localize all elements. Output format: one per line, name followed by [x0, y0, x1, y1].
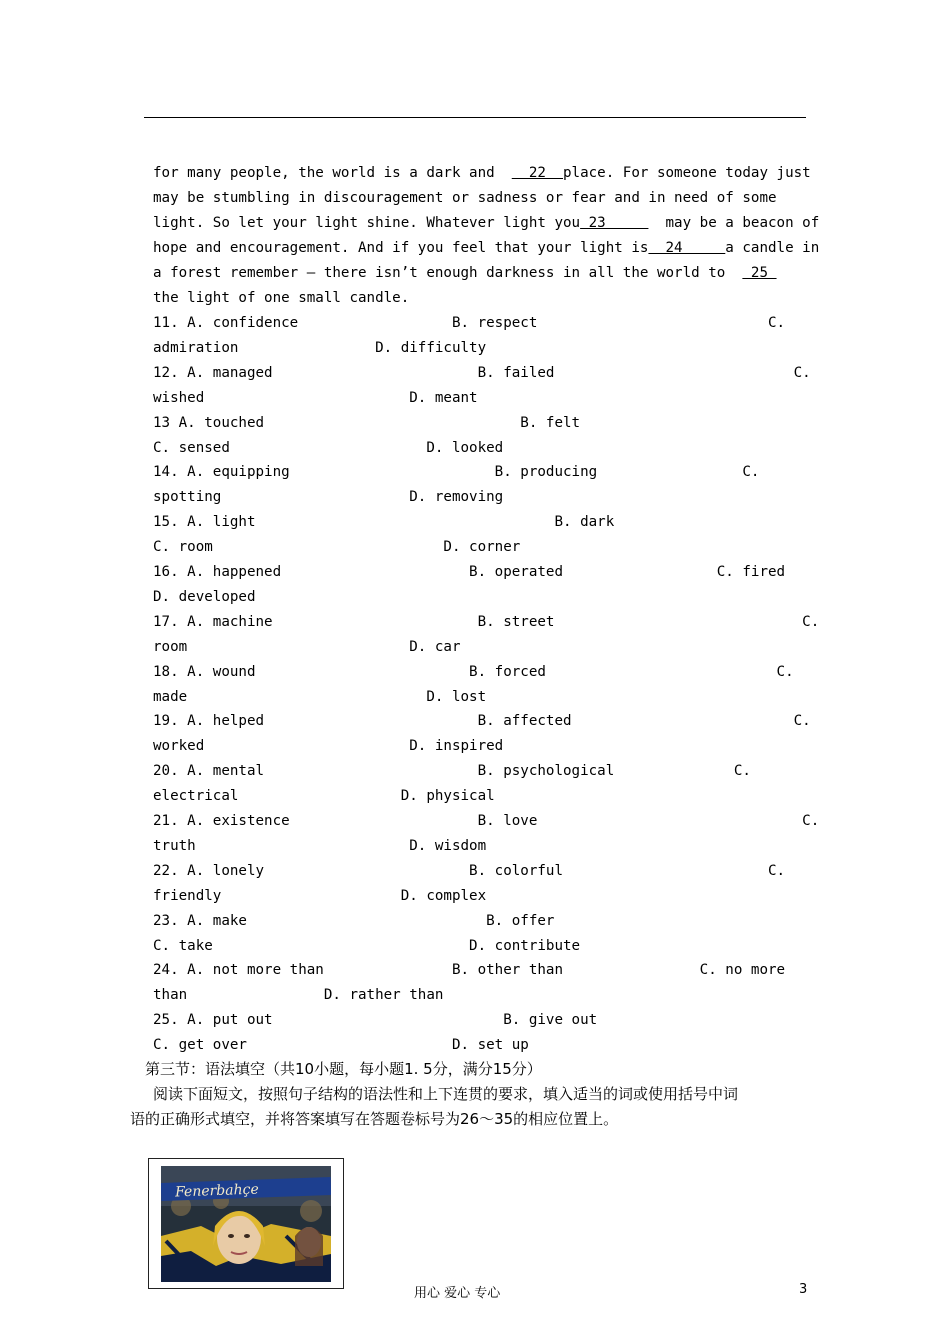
option-line: 21. A. existence B. love C.	[153, 813, 820, 829]
passage-line	[153, 161, 811, 186]
option-line: wished D. meant	[153, 389, 478, 406]
option-line: electrical D. physical	[153, 788, 495, 805]
page-number: 3	[799, 1282, 808, 1297]
option-line: 20. A. mental B. psychological C.	[153, 763, 751, 780]
option-line: 25. A. put out B. give out	[153, 1012, 598, 1029]
blank: 24	[648, 240, 726, 256]
option-line: made D. lost	[153, 688, 487, 705]
passage-text: place. For someone today just	[563, 165, 811, 181]
option-line: 14. A. equipping B. producing C.	[153, 464, 760, 481]
option-line: 16. A. happened B. operated C. fired	[153, 564, 786, 580]
section3-instruction-1: 阅读下面短文，按照句子结构的语法性和上下连贯的要求，填入适当的词或使用括号中词	[153, 1085, 739, 1103]
option-line: worked D. inspired	[153, 738, 504, 755]
passage-line	[153, 261, 777, 286]
passage-line	[153, 236, 819, 261]
option-line: 18. A. wound B. forced C.	[153, 663, 794, 680]
option-line: C. take D. contribute	[153, 937, 581, 954]
passage-line	[153, 286, 409, 311]
passage-text: a candle in	[725, 240, 820, 256]
option-line: C. sensed D. looked	[153, 439, 504, 456]
passage-text: light. So let your light shine. Whatever light you	[153, 215, 581, 231]
section3-instruction-2: 语的正确形式填空，并将答案填写在答题卷标号为26～35的相应位置上。	[130, 1110, 619, 1128]
passage-text: hope and encouragement. And if you feel that your light is	[153, 240, 649, 256]
passage-line	[153, 211, 819, 236]
passage-text: the light of one small candle.	[153, 290, 410, 306]
blank: 25	[742, 265, 777, 281]
option-line: D. developed	[153, 588, 256, 605]
option-line: than D. rather than	[153, 987, 444, 1004]
passage-line	[153, 186, 777, 211]
option-line: 12. A. managed B. failed C.	[153, 364, 811, 381]
option-line: truth D. wisdom	[153, 837, 487, 854]
option-line: 23. A. make B. offer	[153, 912, 555, 929]
option-line: 11. A. confidence B. respect C.	[153, 315, 786, 331]
passage-text: for many people, the world is a dark and	[153, 165, 512, 181]
option-line: 22. A. lonely B. colorful C.	[153, 862, 786, 879]
option-line: friendly D. complex	[153, 887, 487, 904]
option-line: spotting D. removing	[153, 489, 504, 506]
option-line: 24. A. not more than B. other than C. no more	[153, 962, 786, 979]
passage-text: may be a beacon of	[648, 215, 820, 231]
option-line: C. get over D. set up	[153, 1037, 529, 1054]
header-rule	[144, 117, 806, 118]
option-line: 13 A. touched B. felt	[153, 414, 581, 431]
option-line: 17. A. machine B. street C.	[153, 613, 820, 630]
section3-heading: 第三节：语法填空（共10小题，每小题1. 5分，满分15分）	[145, 1060, 542, 1078]
passage-text: may be stumbling in discouragement or sadness or fear and in need of some	[153, 190, 777, 206]
option-line: room D. car	[153, 638, 461, 655]
blank: 23	[580, 215, 649, 231]
footer-motto: 用心 爱心 专心	[414, 1286, 501, 1301]
option-line: C. room D. corner	[153, 539, 521, 556]
passage-text: a forest remember — there isn’t enough darkness in all the world to	[153, 265, 743, 281]
fans-photo-image	[161, 1166, 331, 1282]
fans-photo	[148, 1158, 344, 1289]
option-line: admiration D. difficulty	[153, 339, 487, 356]
option-line: 19. A. helped B. affected C.	[153, 713, 811, 730]
option-line: 15. A. light B. dark	[153, 514, 615, 531]
blank: 22	[511, 165, 563, 181]
banner-text: Fenerbahçe	[174, 1181, 259, 1201]
